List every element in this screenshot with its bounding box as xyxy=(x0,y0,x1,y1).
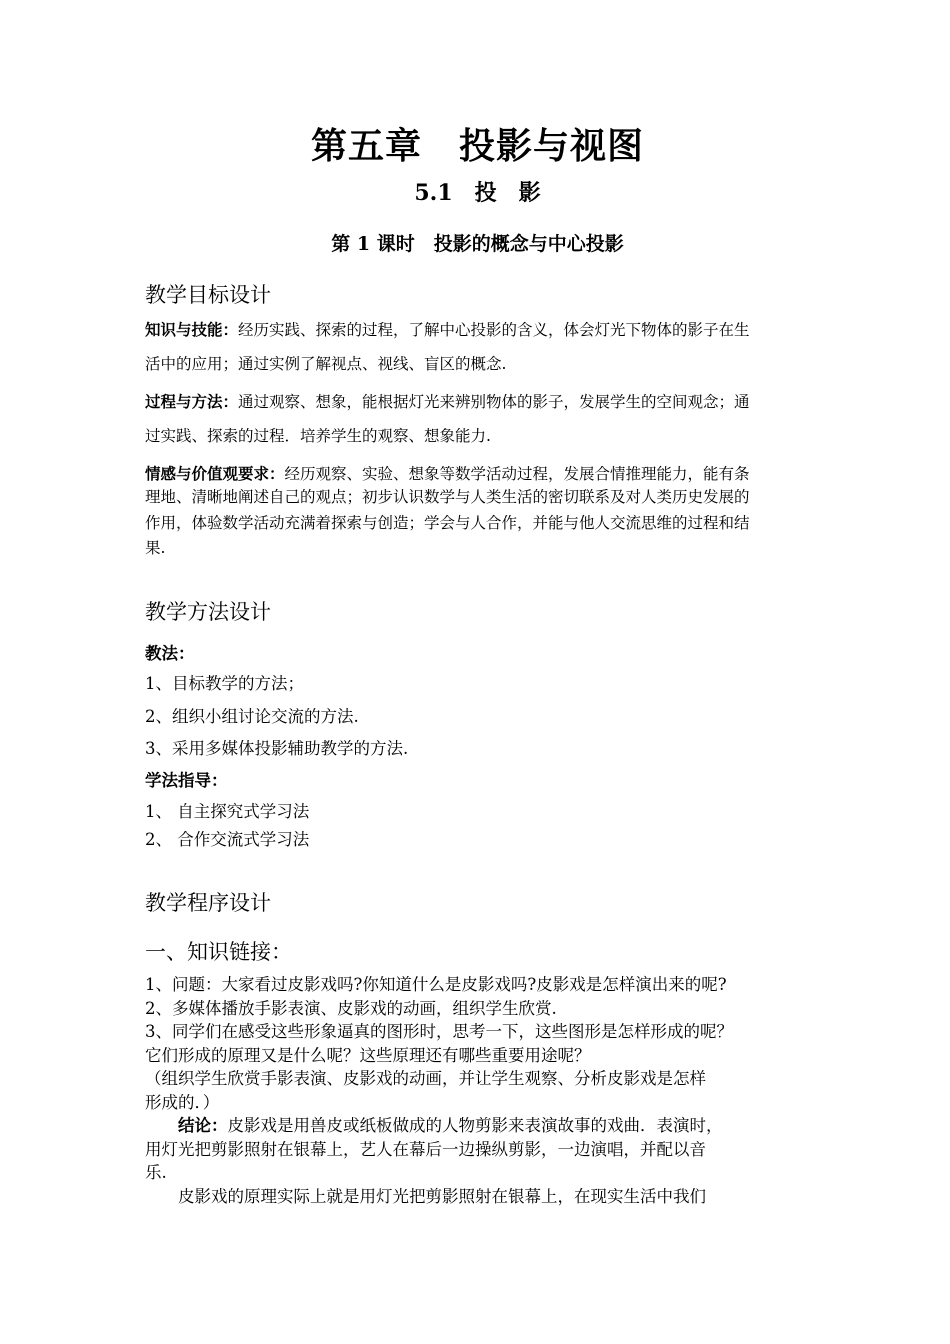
emotion-label: 情感与价值观要求： xyxy=(145,464,285,483)
knowledge-line-1: 经历实践、探索的过程，了解中心投影的含义，体会灯光下物体的影子在生 xyxy=(238,321,750,339)
emotion-line-1: 经历观察、实验、想象等数学活动过程，发展合情推理能力，能有条 xyxy=(284,465,750,483)
procedure-heading: 教学程序设计 xyxy=(145,891,271,915)
conclusion-line-3: 乐. xyxy=(145,1163,167,1182)
question-2: 2、多媒体播放手影表演、皮影戏的动画，组织学生欣赏. xyxy=(145,998,557,1018)
last-line: 皮影戏的原理实际上就是用灯光把剪影照射在银幕上，在现实生活中我们 xyxy=(178,1186,706,1206)
knowledge-link-heading: 一、知识链接： xyxy=(145,940,292,964)
chapter-title: 第五章 投影与视图 xyxy=(310,125,644,167)
emotion-line-3: 作用，体验数学活动充满着探索与创造；学会与人合作，并能与他人交流思维的过程和结 xyxy=(145,514,750,532)
lesson-title: 第 1 课时 投影的概念与中心投影 xyxy=(331,233,624,255)
question-3-line-2: 它们形成的原理又是什么呢？这些原理还有哪些重要用途呢？ xyxy=(145,1045,591,1065)
knowledge-skills xyxy=(145,318,810,340)
teaching-item: 1、目标教学的方法； xyxy=(145,674,304,693)
conclusion-label: 结论： xyxy=(178,1116,228,1135)
note-line-2: 形成的．） xyxy=(145,1092,220,1112)
question-3-line-1: 3、同学们在感受这些形象逼真的图形时，思考一下，这些图形是怎样形成的呢？ xyxy=(145,1022,733,1041)
methods-heading: 教学方法设计 xyxy=(145,600,271,624)
process-line-2: 过实践、探索的过程．培养学生的观察、想象能力. xyxy=(145,427,491,445)
conclusion xyxy=(145,1114,810,1138)
procedure-body xyxy=(145,973,810,1208)
teaching-item: 3、采用多媒体投影辅助教学的方法. xyxy=(145,739,409,758)
learning-item: 2、 合作交流式学习法 xyxy=(145,830,310,849)
emotion-values xyxy=(145,462,810,484)
conclusion-line-2: 用灯光把剪影照射在银幕上，艺人在幕后一边操纵剪影，一边演唱，并配以音 xyxy=(145,1139,706,1159)
knowledge-line-2: 活中的应用；通过实例了解视点、视线、盲区的概念. xyxy=(145,355,507,373)
knowledge-label: 知识与技能： xyxy=(145,320,239,339)
teaching-item: 2、组织小组讨论交流的方法. xyxy=(145,707,359,726)
objectives-heading: 教学目标设计 xyxy=(145,283,271,307)
note-line-1: （组织学生欣赏手影表演、皮影戏的动画，并让学生观察、分析皮影戏是怎样 xyxy=(145,1069,706,1088)
learning-label: 学法指导： xyxy=(145,771,228,790)
emotion-line-2: 理地、清晰地阐述自己的观点；初步认识数学与人类生活的密切联系及对人类历史发展的 xyxy=(145,488,750,506)
conclusion-line-1: 皮影戏是用兽皮或纸板做成的人物剪影来表演故事的戏曲．表演时， xyxy=(227,1116,723,1135)
section-title: 5.1 投 影 xyxy=(414,180,541,206)
learning-item: 1、 自主探究式学习法 xyxy=(145,802,310,821)
emotion-line-4: 果. xyxy=(145,539,166,557)
teaching-label: 教法： xyxy=(145,644,195,663)
process-label: 过程与方法： xyxy=(145,392,239,411)
question-1: 1、问题：大家看过皮影戏吗?你知道什么是皮影戏吗?皮影戏是怎样演出来的呢? xyxy=(145,975,727,994)
process-methods xyxy=(145,390,810,412)
process-line-1: 通过观察、想象，能根据灯光来辨别物体的影子，发展学生的空间观念；通 xyxy=(238,393,750,411)
